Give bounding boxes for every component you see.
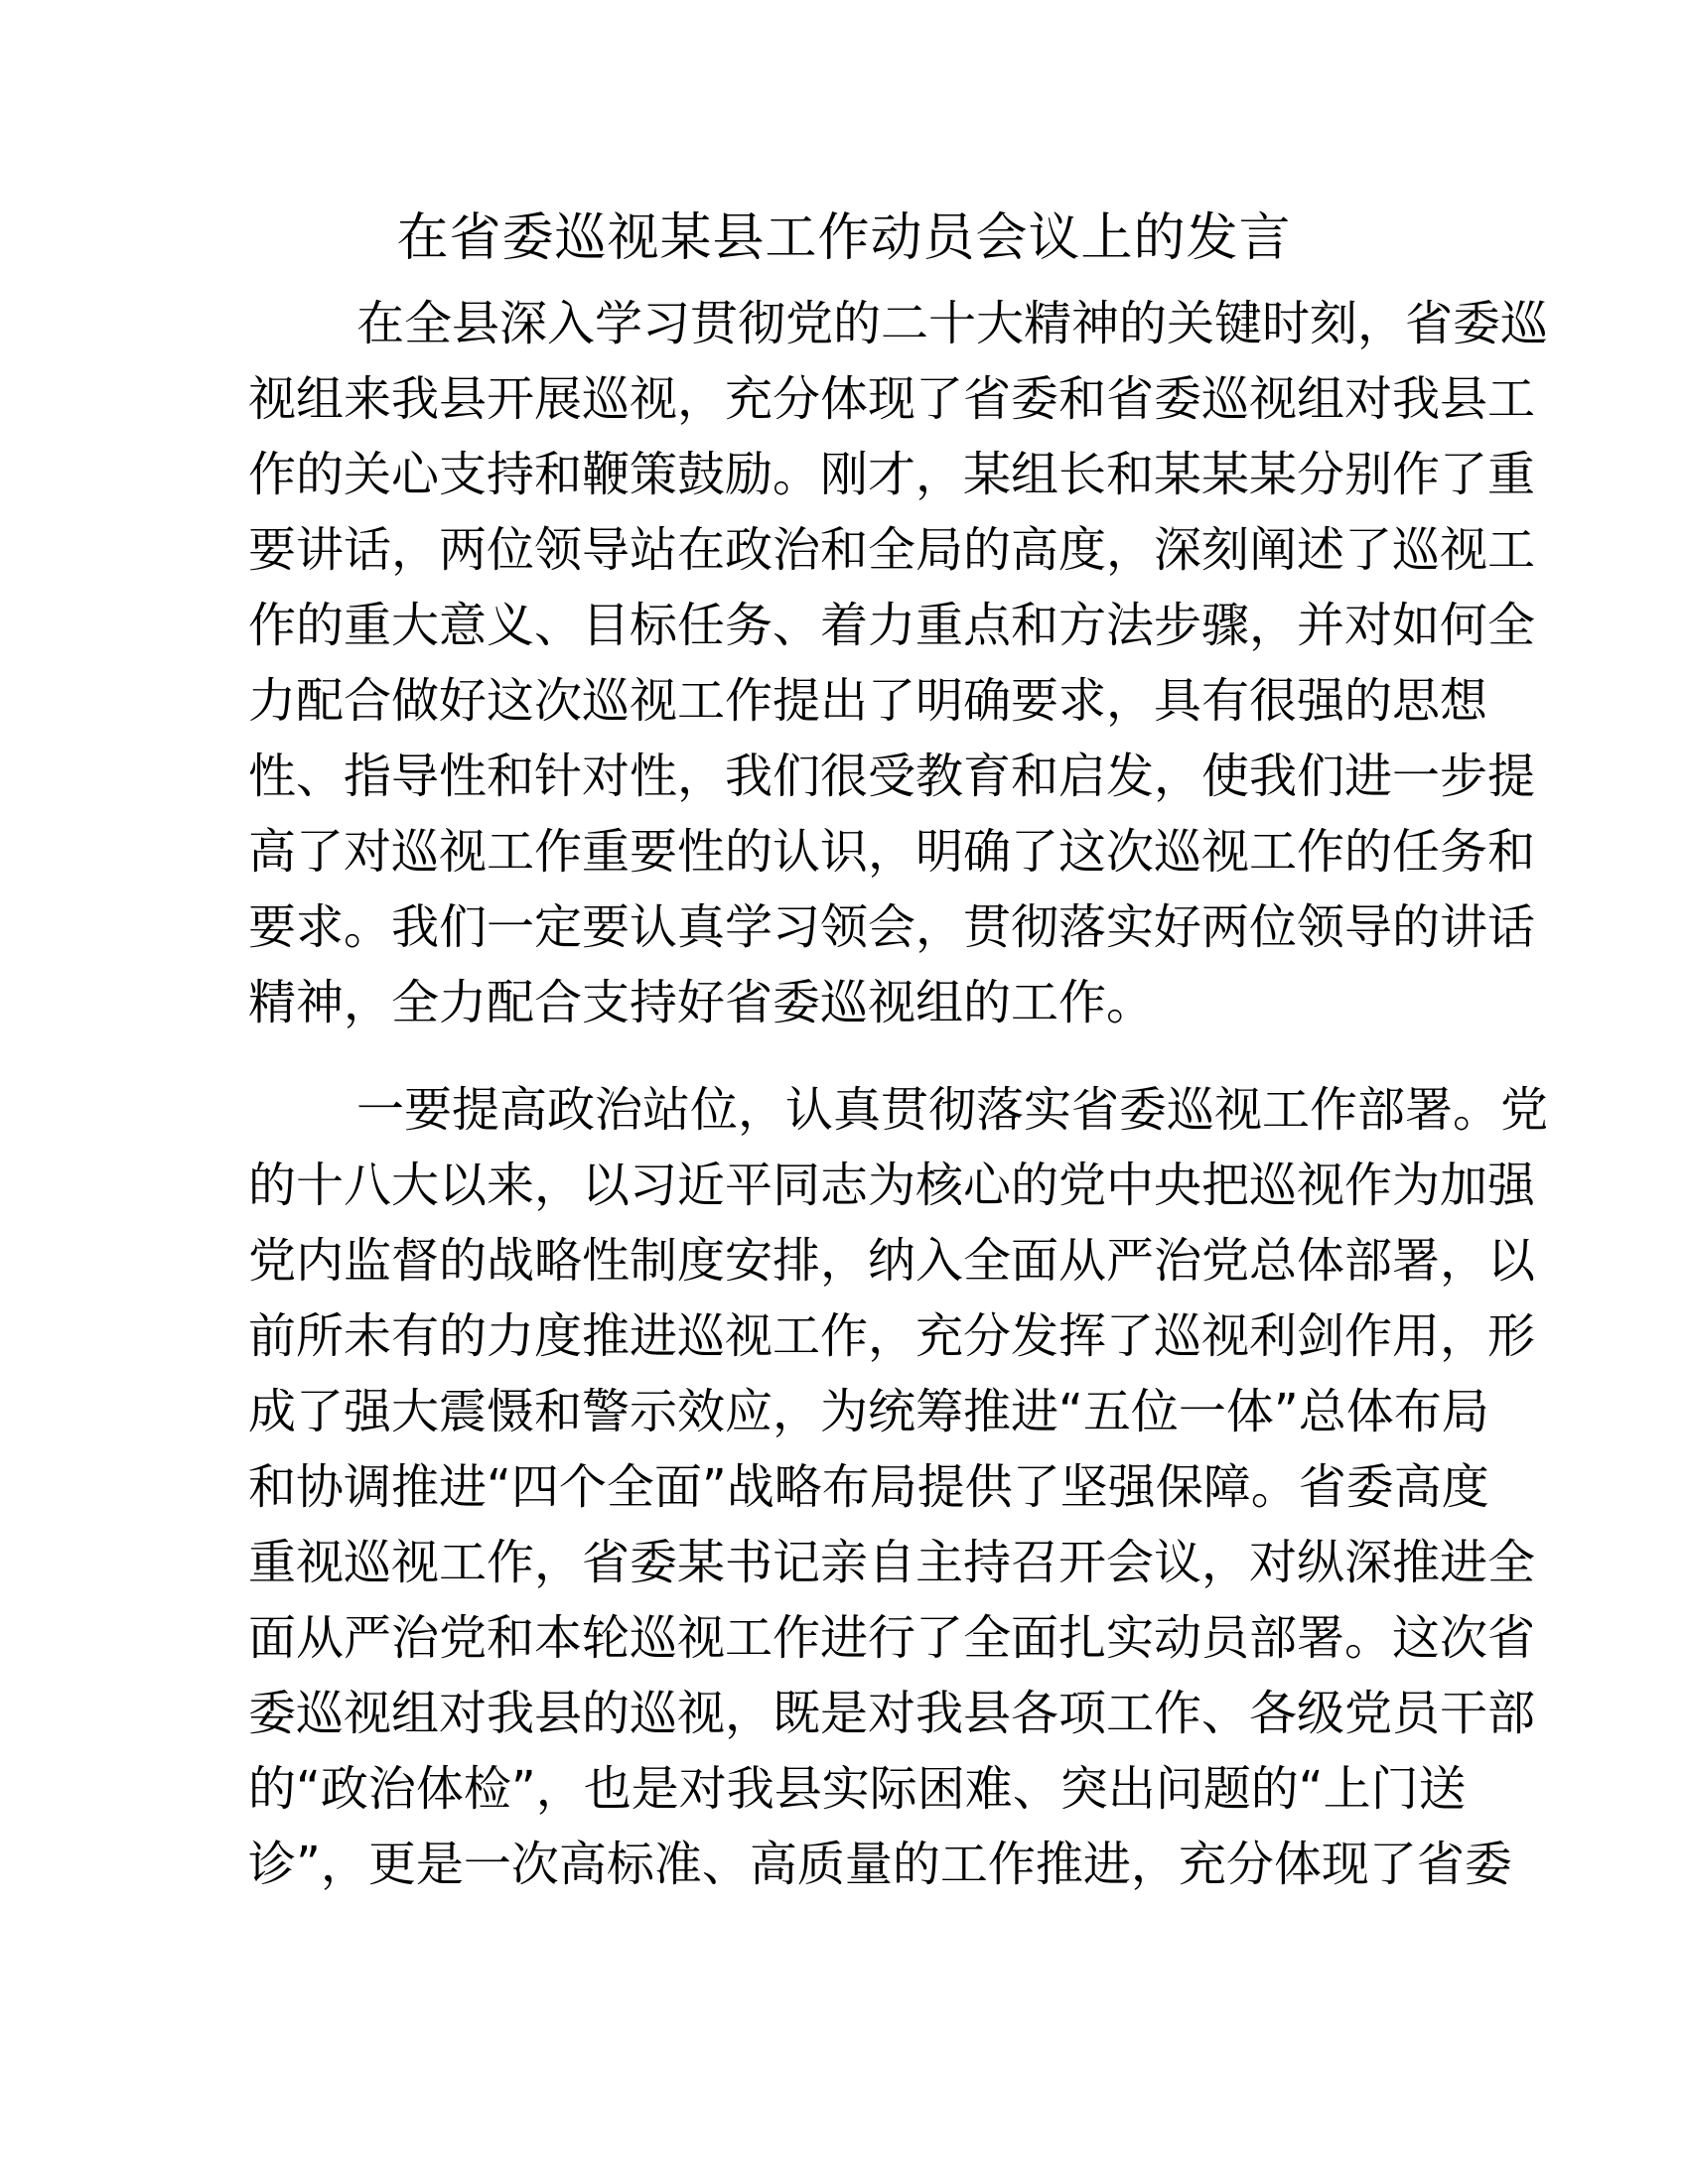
document-title: 在省委巡视某县工作动员会议上的发言 <box>396 208 1292 268</box>
paragraph-line: 面从严治党和本轮巡视工作进行了全面扎实动员部署。这次省 <box>248 1610 1536 1666</box>
paragraph-line: 一要提高政治站位，认真贯彻落实省委巡视工作部署。党 <box>356 1082 1549 1138</box>
paragraph-line: 要求。我们一定要认真学习领会，贯彻落实好两位领导的讲话 <box>248 899 1536 955</box>
paragraph-line: 高了对巡视工作重要性的认识，明确了这次巡视工作的任务和 <box>248 824 1536 880</box>
paragraph-line: 精神，全力配合支持好省委巡视组的工作。 <box>248 975 1155 1030</box>
paragraph-1 <box>248 286 1549 1040</box>
paragraph-line: 委巡视组对我县的巡视，既是对我县各项工作、各级党员干部 <box>248 1686 1536 1741</box>
paragraph-line: 要讲话，两位领导站在政治和全局的高度，深刻阐述了巡视工 <box>248 522 1536 578</box>
paragraph-line: 党内监督的战略性制度安排，纳入全面从严治党总体部署，以 <box>248 1233 1536 1289</box>
paragraph-2 <box>248 1072 1549 1902</box>
paragraph-line: 的“政治体检”，也是对我县实际困难、突出问题的“上门送 <box>248 1761 1467 1817</box>
paragraph-line: 性、指导性和针对性，我们很受教育和启发，使我们进一步提 <box>248 749 1536 804</box>
paragraph-line: 的十八大以来，以习近平同志为核心的党中央把巡视作为加强 <box>248 1158 1536 1213</box>
paragraph-line: 重视巡视工作，省委某书记亲自主持召开会议，对纵深推进全 <box>248 1535 1536 1590</box>
paragraph-line: 和协调推进“四个全面”战略布局提供了坚强保障。省委高度 <box>248 1459 1489 1515</box>
paragraph-line: 力配合做好这次巡视工作提出了明确要求，具有很强的思想 <box>248 673 1488 729</box>
paragraph-line: 作的重大意义、目标任务、着力重点和方法步骤，并对如何全 <box>248 598 1536 653</box>
paragraph-line: 作的关心支持和鞭策鼓励。刚才，某组长和某某某分别作了重 <box>248 447 1536 502</box>
paragraph-line: 诊”，更是一次高标准、高质量的工作推进，充分体现了省委 <box>248 1837 1512 1892</box>
paragraph-line: 视组来我县开展巡视，充分体现了省委和省委巡视组对我县工 <box>248 371 1536 427</box>
paragraph-line: 在全县深入学习贯彻党的二十大精神的关键时刻，省委巡 <box>356 296 1549 351</box>
paragraph-line: 成了强大震慑和警示效应，为统筹推进“五位一体”总体布局 <box>248 1384 1489 1439</box>
paragraph-line: 前所未有的力度推进巡视工作，充分发挥了巡视利剑作用，形 <box>248 1308 1536 1364</box>
